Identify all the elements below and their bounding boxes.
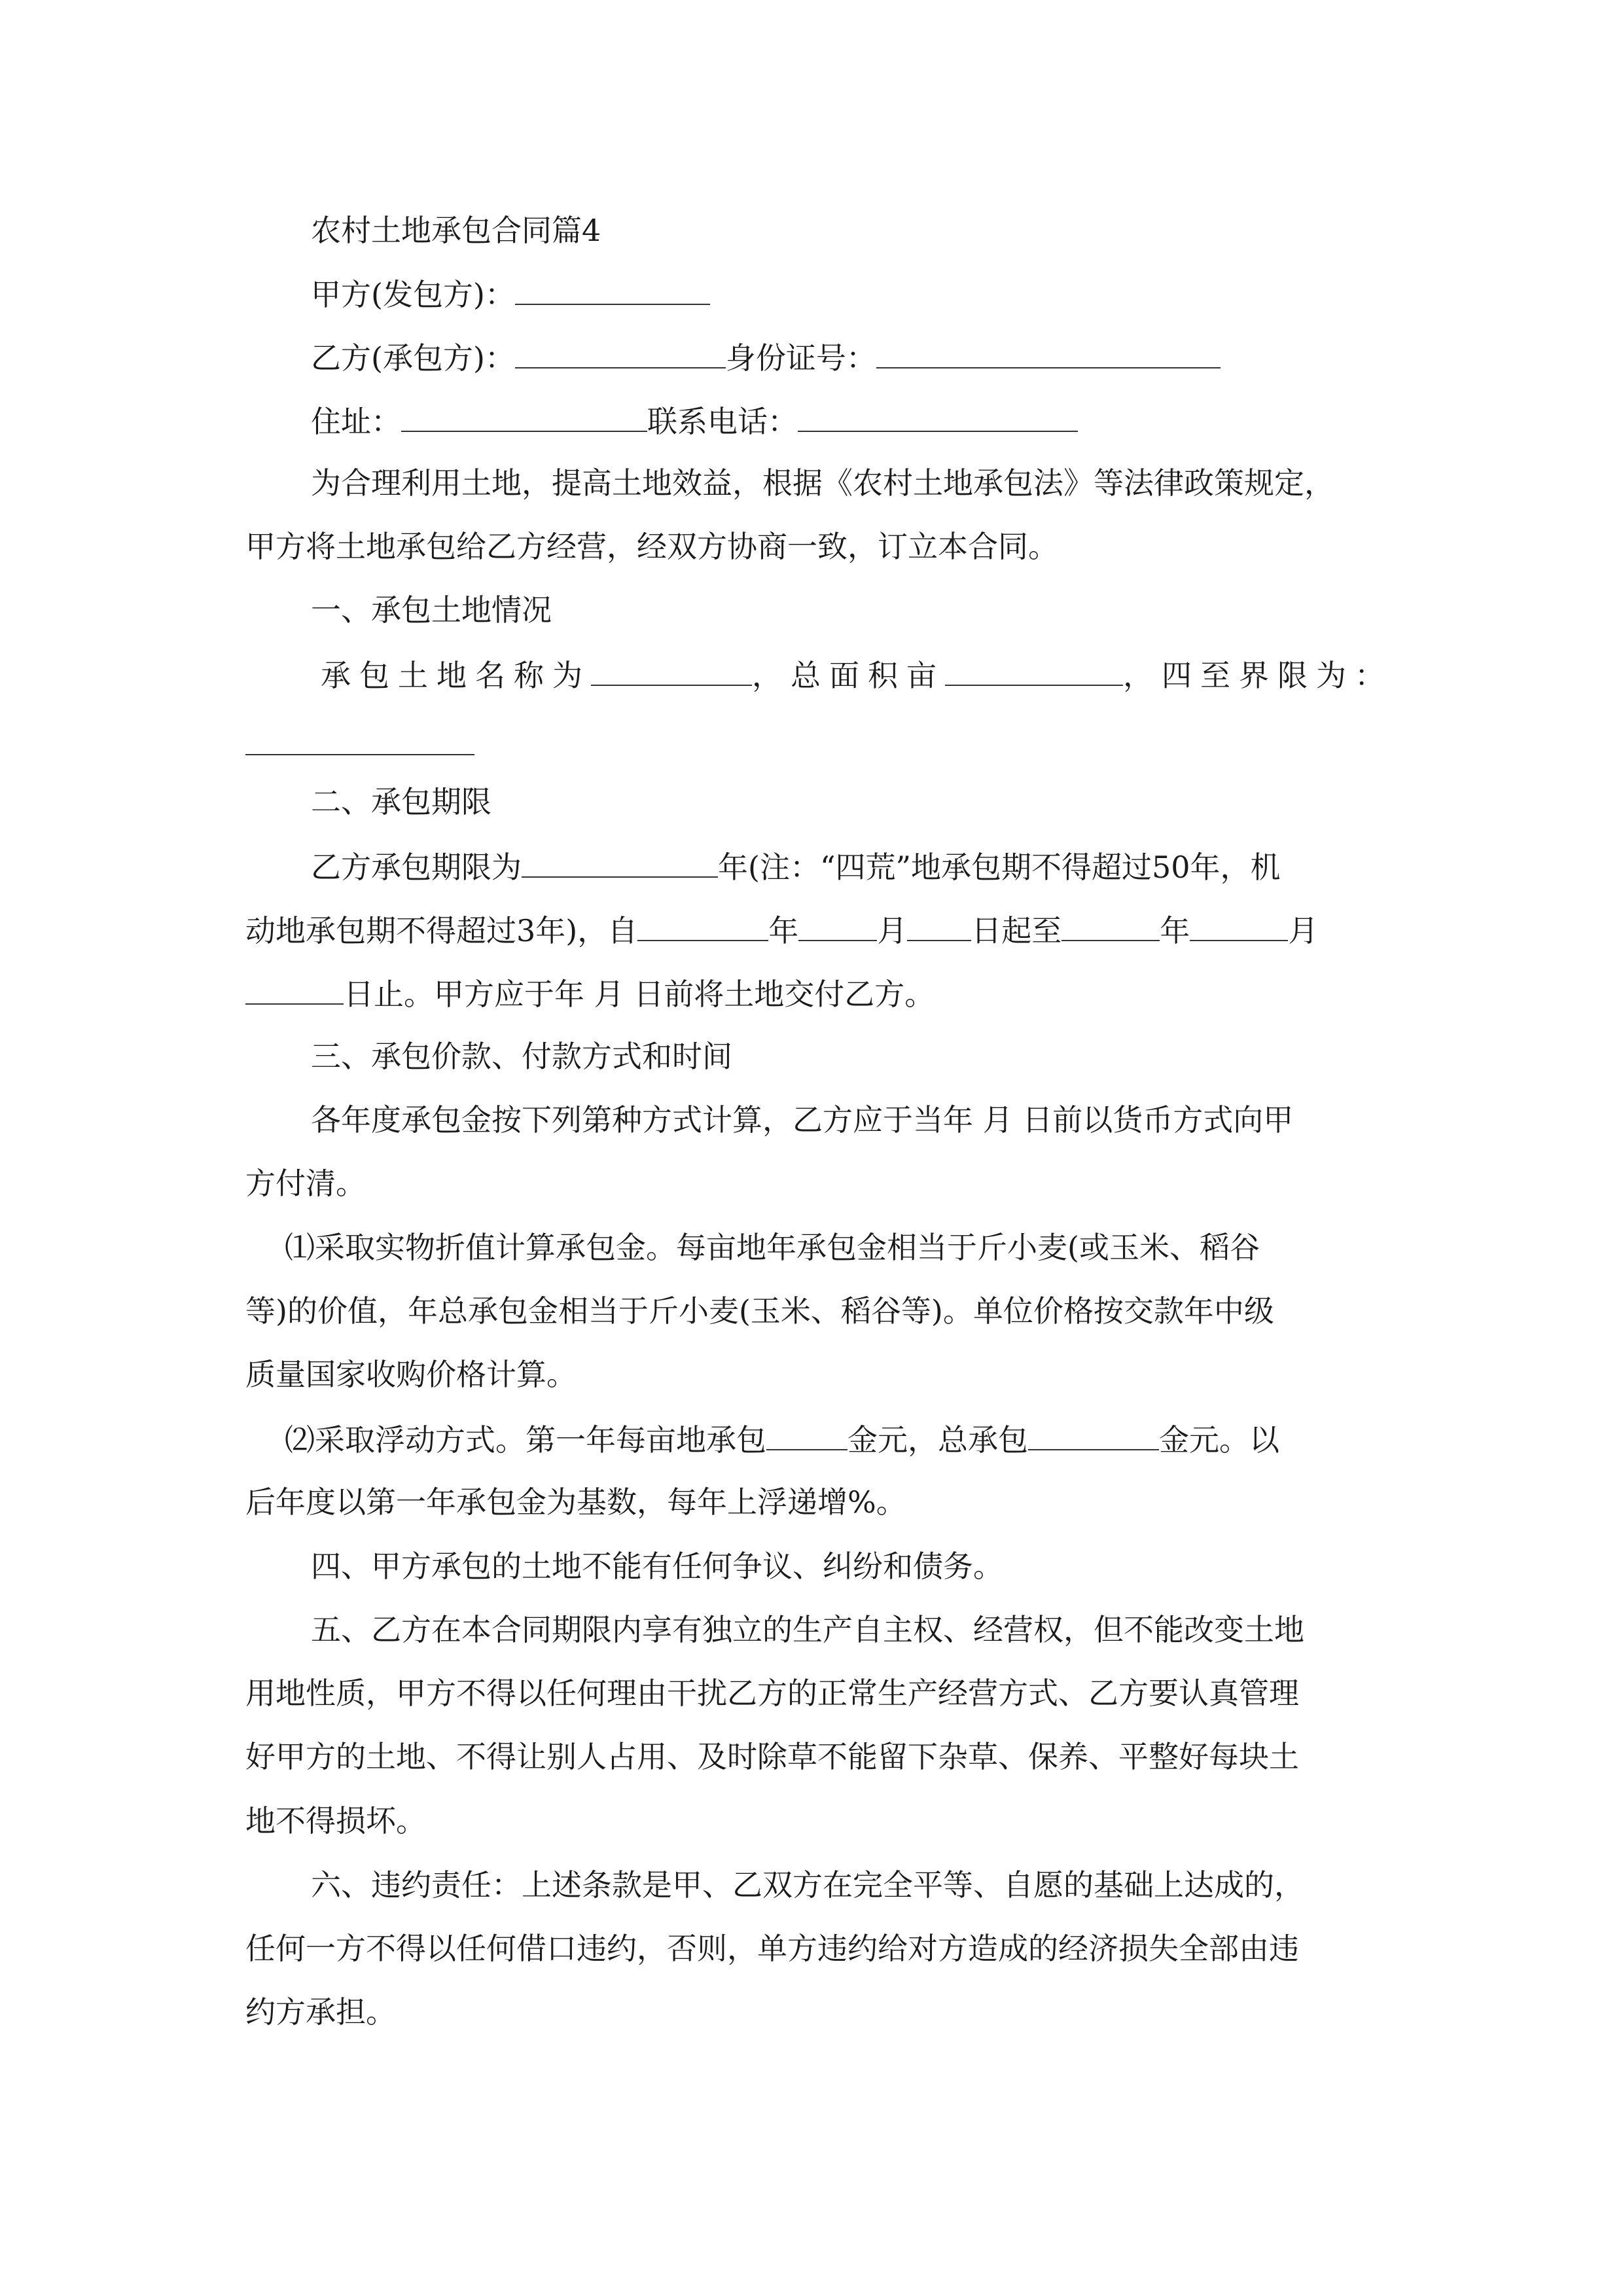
document-title: 农村土地承包合同篇4 [311, 213, 601, 248]
section-2-line-2: 动地承包期不得超过3年)，自 年 月 日起至 年 月 [245, 910, 1318, 950]
start-day-blank[interactable] [907, 910, 971, 941]
section-4: 四、甲方承包的土地不能有任何争议、纠纷和债务。 [311, 1549, 1003, 1584]
section-5-line-1: 五、乙方在本合同期限内享有独立的生产自主权、经营权，但不能改变土地 [311, 1612, 1304, 1647]
section-6-line-1: 六、违约责任：上述条款是甲、乙双方在完全平等、自愿的基础上达成的， [311, 1867, 1304, 1903]
section-3-heading: 三、承包价款、付款方式和时间 [311, 1039, 732, 1074]
section-5-line-2: 用地性质，甲方不得以任何理由干扰乙方的正常生产经营方式、乙方要认真管理 [245, 1676, 1299, 1711]
term-years-blank[interactable] [522, 846, 718, 878]
phone-blank[interactable] [798, 401, 1078, 432]
section-1-land-info: 承包土地名称为 ，总面积亩 ，四至界限为： [321, 655, 1393, 695]
section-5-line-4: 地不得损坏。 [245, 1803, 426, 1839]
section-3-para-2-line-2: 等)的价值，年总承包金相当于斤小麦(玉米、稻谷等)。单位价格按交款年中级 [245, 1293, 1274, 1329]
total-area-blank[interactable] [945, 655, 1123, 686]
section-2-line-1: 乙方承包期限为 年(注：“四荒”地承包期不得超过50年，机 [311, 846, 1281, 887]
section-2-heading: 二、承包期限 [311, 784, 491, 819]
section-6-line-2: 任何一方不得以任何借口违约，否则，单方违约给对方造成的经济损失全部由违 [245, 1931, 1299, 1966]
intro-line-2: 甲方将土地承包给乙方经营，经双方协商一致，订立本合同。 [245, 529, 1058, 564]
section-3-para-3-line-2: 后年度以第一年承包金为基数，每年上浮递增%。 [245, 1484, 906, 1520]
party-b-line: 乙方(承包方)： 身份证号： [311, 337, 1221, 378]
party-a-blank[interactable] [515, 274, 710, 305]
end-day-blank[interactable] [245, 973, 344, 1005]
total-contract-blank[interactable] [1028, 1419, 1159, 1450]
end-year-blank[interactable] [1061, 910, 1160, 941]
intro-line-1: 为合理利用土地，提高土地效益，根据《农村土地承包法》等法律政策规定， [311, 465, 1334, 501]
section-6-line-3: 约方承担。 [245, 1994, 396, 2030]
address-blank[interactable] [401, 401, 647, 432]
first-year-per-mu-blank[interactable] [766, 1419, 847, 1450]
section-3-para-3-line-1: ⑵采取浮动方式。第一年每亩地承包 金元，总承包 金元。以 [285, 1419, 1279, 1460]
section-2-line-3: 日止。甲方应于年 月 日前将土地交付乙方。 [245, 973, 935, 1014]
section-3-para-2-line-1: ⑴采取实物折值计算承包金。每亩地年承包金相当于斤小麦(或玉米、稻谷 [285, 1230, 1260, 1265]
section-3-para-1-line-1: 各年度承包金按下列第种方式计算，乙方应于当年 月 日前以货币方式向甲 [311, 1102, 1294, 1138]
section-3-para-2-line-3: 质量国家收购价格计算。 [245, 1357, 577, 1392]
party-b-blank[interactable] [515, 337, 726, 368]
address-line: 住址： 联系电话： [311, 401, 1078, 441]
section-5-line-3: 好甲方的土地、不得让别人占用、及时除草不能留下杂草、保养、平整好每块土 [245, 1739, 1299, 1774]
id-number-blank[interactable] [876, 337, 1221, 368]
party-a-line: 甲方(发包方)： [311, 274, 710, 314]
boundary-blank[interactable] [245, 753, 474, 755]
section-1-heading: 一、承包土地情况 [311, 592, 552, 628]
end-month-blank[interactable] [1190, 910, 1288, 941]
start-month-blank[interactable] [798, 910, 877, 941]
start-year-blank[interactable] [637, 910, 768, 941]
land-name-blank[interactable] [591, 655, 752, 686]
section-3-para-1-line-2: 方付清。 [245, 1166, 366, 1201]
